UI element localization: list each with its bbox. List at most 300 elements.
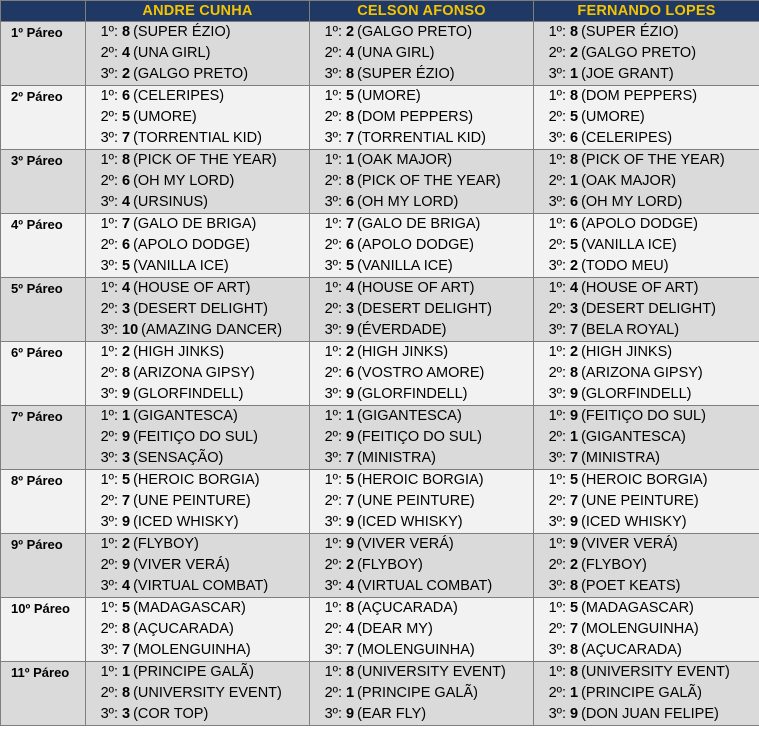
pick-horse-number: 8 (346, 109, 355, 125)
pick-position: 1º: (548, 600, 566, 616)
pick-line (310, 107, 533, 128)
pick-line (534, 384, 759, 405)
pick-line (534, 491, 759, 512)
pick-horse-number: 4 (346, 280, 355, 296)
pick-horse-name: (VIVER VERÁ) (581, 536, 678, 552)
pick-position: 1º: (100, 216, 118, 232)
pick-horse-number: 7 (346, 450, 355, 466)
pick-horse-name: (COR TOP) (133, 706, 209, 722)
pick-horse-name: (HIGH JINKS) (581, 344, 673, 360)
pick-position: 3º: (100, 450, 118, 466)
pick-line (86, 128, 309, 149)
pick-horse-name: (OH MY LORD) (133, 173, 235, 189)
header-corner-cell (1, 1, 86, 22)
pick-position: 2º: (548, 493, 566, 509)
pick-position: 3º: (324, 642, 342, 658)
tipster-pick-cell (86, 662, 310, 726)
pick-line (310, 320, 533, 341)
pick-horse-name: (OAK MAJOR) (581, 173, 677, 189)
pick-horse-number: 8 (346, 664, 355, 680)
pick-line (534, 235, 759, 256)
pick-position: 1º: (324, 216, 342, 232)
pick-horse-name: (DON JUAN FELIPE) (581, 706, 719, 722)
pick-line (86, 171, 309, 192)
pick-position: 3º: (100, 258, 118, 274)
pick-horse-name: (FEITIÇO DO SUL) (133, 429, 258, 445)
pick-horse-name: (HOUSE OF ART) (581, 280, 699, 296)
pick-horse-name: (PICK OF THE YEAR) (357, 173, 501, 189)
pick-horse-name: (ARIZONA GIPSY) (581, 365, 703, 381)
pick-line (86, 22, 309, 43)
pick-line (534, 150, 759, 171)
pick-line (534, 598, 759, 619)
tipster-pick-cell (534, 22, 759, 86)
pick-position: 3º: (548, 450, 566, 466)
pick-horse-number: 9 (346, 322, 355, 338)
pick-line (86, 278, 309, 299)
pick-position: 3º: (548, 706, 566, 722)
pick-horse-name: (GIGANTESCA) (133, 408, 238, 424)
pick-line (86, 86, 309, 107)
pick-horse-number: 9 (122, 429, 131, 445)
pick-horse-name: (TODO MEU) (581, 258, 669, 274)
pick-line (534, 662, 759, 683)
pick-position: 1º: (548, 216, 566, 232)
pick-line (86, 534, 309, 555)
tipster-pick-cell (86, 534, 310, 598)
pick-horse-number: 5 (346, 88, 355, 104)
pick-horse-name: (MADAGASCAR) (581, 600, 694, 616)
pick-horse-number: 2 (570, 557, 579, 573)
pick-position: 2º: (548, 365, 566, 381)
pick-position: 2º: (324, 685, 342, 701)
pick-position: 2º: (100, 173, 118, 189)
pick-line (310, 64, 533, 85)
pick-horse-name: (UNA GIRL) (133, 45, 211, 61)
pick-horse-name: (GALO DE BRIGA) (133, 216, 257, 232)
pick-line (86, 320, 309, 341)
tipster-pick-cell (86, 598, 310, 662)
pick-position: 2º: (100, 109, 118, 125)
pick-line (534, 683, 759, 704)
pick-horse-number: 1 (570, 66, 579, 82)
tipster-pick-cell (534, 150, 759, 214)
pick-line (534, 619, 759, 640)
pick-horse-number: 6 (346, 194, 355, 210)
pick-horse-number: 9 (570, 706, 579, 722)
pick-horse-number: 7 (122, 493, 131, 509)
pick-line (86, 235, 309, 256)
race-label: 7º Páreo (1, 406, 86, 470)
pick-line (310, 534, 533, 555)
pick-position: 1º: (100, 152, 118, 168)
pick-line (534, 427, 759, 448)
pick-line (534, 107, 759, 128)
tipster-pick-cell (534, 662, 759, 726)
pick-line (310, 448, 533, 469)
pick-line (86, 299, 309, 320)
pick-position: 3º: (100, 706, 118, 722)
pick-position: 3º: (548, 578, 566, 594)
pick-line (86, 150, 309, 171)
pick-position: 3º: (100, 514, 118, 530)
pick-line (86, 107, 309, 128)
pick-horse-number: 9 (570, 514, 579, 530)
pick-position: 1º: (548, 472, 566, 488)
race-label: 9º Páreo (1, 534, 86, 598)
race-label: 5º Páreo (1, 278, 86, 342)
pick-horse-number: 6 (570, 194, 579, 210)
pick-position: 2º: (324, 557, 342, 573)
pick-line (534, 406, 759, 427)
pick-horse-number: 9 (346, 706, 355, 722)
pick-horse-number: 5 (570, 109, 579, 125)
pick-horse-number: 4 (346, 621, 355, 637)
tipster-pick-cell (310, 662, 534, 726)
pick-line (310, 384, 533, 405)
tipster-pick-cell (86, 406, 310, 470)
pick-horse-name: (APOLO DODGE) (581, 216, 698, 232)
pick-horse-number: 8 (346, 66, 355, 82)
pick-horse-number: 6 (570, 130, 579, 146)
pick-horse-number: 7 (346, 130, 355, 146)
pick-position: 1º: (324, 600, 342, 616)
pick-horse-number: 9 (122, 514, 131, 530)
pick-horse-number: 1 (122, 664, 131, 680)
pick-line (86, 619, 309, 640)
pick-position: 2º: (548, 621, 566, 637)
pick-horse-number: 8 (122, 24, 131, 40)
tipster-pick-cell (534, 598, 759, 662)
pick-position: 1º: (548, 664, 566, 680)
tipster-pick-cell (86, 150, 310, 214)
pick-horse-name: (HEROIC BORGIA) (581, 472, 708, 488)
pick-line (534, 43, 759, 64)
pick-line (310, 427, 533, 448)
pick-horse-number: 8 (122, 365, 131, 381)
pick-horse-name: (AÇUCARADA) (581, 642, 682, 658)
pick-horse-number: 7 (570, 450, 579, 466)
pick-position: 3º: (100, 66, 118, 82)
pick-position: 1º: (548, 344, 566, 360)
pick-position: 2º: (100, 237, 118, 253)
pick-line (310, 662, 533, 683)
pick-line (310, 704, 533, 725)
pick-horse-name: (MINISTRA) (357, 450, 437, 466)
pick-position: 2º: (324, 45, 342, 61)
pick-horse-number: 8 (346, 600, 355, 616)
pick-horse-name: (MOLENGUINHA) (357, 642, 475, 658)
tipster-pick-cell (86, 22, 310, 86)
pick-position: 3º: (100, 578, 118, 594)
pick-position: 2º: (548, 173, 566, 189)
pick-horse-name: (GLORFINDELL) (357, 386, 468, 402)
pick-horse-number: 2 (122, 344, 131, 360)
pick-line (310, 43, 533, 64)
pick-horse-name: (PRINCIPE GALÃ) (133, 664, 254, 680)
pick-horse-number: 5 (122, 472, 131, 488)
pick-position: 2º: (548, 301, 566, 317)
pick-line (534, 342, 759, 363)
pick-line (310, 171, 533, 192)
pick-position: 3º: (548, 514, 566, 530)
race-row (1, 470, 759, 534)
pick-horse-name: (URSINUS) (133, 194, 208, 210)
pick-line (86, 662, 309, 683)
pick-horse-name: (PICK OF THE YEAR) (133, 152, 277, 168)
pick-horse-number: 6 (570, 216, 579, 232)
pick-line (86, 555, 309, 576)
pick-position: 1º: (100, 408, 118, 424)
race-label: 11º Páreo (1, 662, 86, 726)
pick-horse-name: (AÇUCARADA) (357, 600, 458, 616)
pick-position: 1º: (548, 152, 566, 168)
pick-horse-name: (GLORFINDELL) (133, 386, 244, 402)
pick-horse-number: 5 (346, 258, 355, 274)
pick-line (86, 640, 309, 661)
pick-line (86, 256, 309, 277)
pick-horse-number: 6 (122, 173, 131, 189)
pick-position: 2º: (324, 109, 342, 125)
pick-position: 1º: (100, 24, 118, 40)
tipster-pick-cell (86, 342, 310, 406)
pick-horse-number: 7 (570, 322, 579, 338)
pick-position: 2º: (324, 173, 342, 189)
pick-position: 3º: (548, 258, 566, 274)
pick-position: 1º: (548, 536, 566, 552)
pick-horse-name: (ÉVERDADE) (357, 322, 447, 338)
pick-horse-name: (HIGH JINKS) (357, 344, 449, 360)
pick-line (534, 448, 759, 469)
pick-horse-number: 3 (122, 301, 131, 317)
pick-line (86, 64, 309, 85)
pick-horse-number: 9 (346, 514, 355, 530)
pick-horse-name: (ARIZONA GIPSY) (133, 365, 255, 381)
pick-horse-number: 2 (346, 24, 355, 40)
pick-horse-number: 1 (346, 408, 355, 424)
pick-horse-name: (TORRENTIAL KID) (133, 130, 262, 146)
pick-horse-number: 3 (346, 301, 355, 317)
pick-position: 3º: (100, 642, 118, 658)
pick-position: 1º: (100, 280, 118, 296)
pick-horse-name: (GALGO PRETO) (581, 45, 697, 61)
pick-horse-number: 9 (346, 536, 355, 552)
pick-line (534, 171, 759, 192)
pick-horse-number: 5 (122, 258, 131, 274)
pick-line (310, 619, 533, 640)
pick-position: 2º: (548, 685, 566, 701)
pick-horse-name: (HOUSE OF ART) (133, 280, 251, 296)
pick-line (534, 534, 759, 555)
pick-horse-name: (POET KEATS) (581, 578, 681, 594)
pick-horse-name: (UNA GIRL) (357, 45, 435, 61)
pick-position: 3º: (324, 130, 342, 146)
pick-position: 2º: (324, 429, 342, 445)
pick-horse-name: (VIVER VERÁ) (133, 557, 230, 573)
pick-horse-number: 8 (570, 365, 579, 381)
pick-line (534, 470, 759, 491)
pick-position: 2º: (324, 621, 342, 637)
pick-horse-name: (GLORFINDELL) (581, 386, 692, 402)
pick-line (534, 704, 759, 725)
race-row (1, 214, 759, 278)
pick-horse-name: (PRINCIPE GALÃ) (581, 685, 702, 701)
pick-horse-number: 8 (570, 88, 579, 104)
pick-line (534, 22, 759, 43)
pick-line (310, 406, 533, 427)
pick-horse-name: (FLYBOY) (133, 536, 199, 552)
pick-position: 1º: (324, 536, 342, 552)
tipster-pick-cell (310, 22, 534, 86)
pick-position: 1º: (100, 88, 118, 104)
tipster-pick-cell (86, 86, 310, 150)
pick-horse-name: (UNIVERSITY EVENT) (581, 664, 730, 680)
tipster-header: ANDRE CUNHA (86, 1, 310, 22)
pick-line (86, 598, 309, 619)
tipster-pick-cell (86, 214, 310, 278)
pick-horse-number: 2 (346, 557, 355, 573)
pick-position: 3º: (548, 130, 566, 146)
tipster-pick-cell (310, 214, 534, 278)
pick-line (534, 320, 759, 341)
pick-horse-number: 8 (570, 664, 579, 680)
pick-position: 1º: (100, 344, 118, 360)
pick-horse-name: (SUPER ÉZIO) (581, 24, 679, 40)
pick-position: 3º: (548, 386, 566, 402)
race-row (1, 150, 759, 214)
tipster-pick-cell (310, 150, 534, 214)
pick-position: 1º: (548, 280, 566, 296)
pick-horse-number: 9 (570, 536, 579, 552)
pick-horse-name: (UNE PEINTURE) (133, 493, 251, 509)
pick-position: 3º: (324, 386, 342, 402)
pick-position: 2º: (324, 237, 342, 253)
pick-horse-number: 5 (122, 600, 131, 616)
tipster-header: CELSON AFONSO (310, 1, 534, 22)
pick-horse-number: 7 (346, 493, 355, 509)
pick-position: 2º: (100, 45, 118, 61)
pick-position: 3º: (548, 322, 566, 338)
pick-horse-name: (JOE GRANT) (581, 66, 674, 82)
pick-position: 2º: (548, 557, 566, 573)
pick-horse-name: (DESERT DELIGHT) (357, 301, 492, 317)
pick-horse-name: (UMORE) (133, 109, 197, 125)
pick-horse-number: 6 (346, 365, 355, 381)
pick-horse-number: 2 (570, 344, 579, 360)
race-label: 1º Páreo (1, 22, 86, 86)
pick-line (86, 448, 309, 469)
pick-line (310, 491, 533, 512)
pick-line (86, 406, 309, 427)
pick-horse-number: 4 (122, 194, 131, 210)
pick-position: 3º: (324, 450, 342, 466)
races-body (1, 22, 759, 726)
tipster-pick-cell (534, 406, 759, 470)
pick-line (534, 299, 759, 320)
pick-horse-number: 5 (346, 472, 355, 488)
pick-horse-name: (ICED WHISKY) (581, 514, 687, 530)
pick-position: 1º: (324, 344, 342, 360)
pick-horse-name: (ICED WHISKY) (357, 514, 463, 530)
pick-line (86, 363, 309, 384)
pick-horse-number: 8 (570, 152, 579, 168)
pick-horse-number: 1 (346, 152, 355, 168)
tipster-pick-cell (310, 534, 534, 598)
pick-position: 2º: (324, 301, 342, 317)
pick-line (310, 555, 533, 576)
pick-position: 3º: (548, 194, 566, 210)
pick-horse-number: 9 (570, 386, 579, 402)
pick-line (310, 235, 533, 256)
pick-line (534, 214, 759, 235)
pick-horse-name: (DOM PEPPERS) (357, 109, 474, 125)
pick-line (310, 576, 533, 597)
pick-horse-name: (ICED WHISKY) (133, 514, 239, 530)
pick-horse-name: (DESERT DELIGHT) (581, 301, 716, 317)
race-row (1, 534, 759, 598)
pick-horse-name: (UNIVERSITY EVENT) (357, 664, 506, 680)
pick-position: 3º: (548, 642, 566, 658)
pick-horse-name: (DOM PEPPERS) (581, 88, 698, 104)
pick-horse-number: 6 (122, 237, 131, 253)
pick-line (534, 64, 759, 85)
pick-horse-number: 10 (122, 322, 139, 338)
pick-horse-number: 8 (346, 173, 355, 189)
pick-horse-name: (PICK OF THE YEAR) (581, 152, 725, 168)
header-row (1, 1, 759, 22)
pick-line (310, 299, 533, 320)
pick-position: 3º: (100, 386, 118, 402)
pick-horse-name: (APOLO DODGE) (133, 237, 250, 253)
race-label: 4º Páreo (1, 214, 86, 278)
pick-line (310, 22, 533, 43)
tipster-pick-cell (534, 534, 759, 598)
pick-position: 2º: (100, 557, 118, 573)
pick-horse-number: 1 (122, 408, 131, 424)
pick-horse-number: 5 (570, 237, 579, 253)
pick-horse-number: 2 (570, 258, 579, 274)
pick-horse-number: 8 (570, 642, 579, 658)
pick-position: 3º: (100, 322, 118, 338)
race-row (1, 22, 759, 86)
pick-horse-name: (DESERT DELIGHT) (133, 301, 268, 317)
pick-horse-name: (HIGH JINKS) (133, 344, 225, 360)
pick-horse-name: (EAR FLY) (357, 706, 427, 722)
pick-horse-name: (MOLENGUINHA) (581, 621, 699, 637)
pick-line (534, 256, 759, 277)
pick-position: 2º: (324, 365, 342, 381)
pick-line (534, 640, 759, 661)
pick-position: 3º: (324, 578, 342, 594)
pick-position: 1º: (100, 536, 118, 552)
pick-horse-name: (VANILLA ICE) (133, 258, 229, 274)
pick-position: 3º: (548, 66, 566, 82)
pick-horse-number: 2 (122, 66, 131, 82)
pick-horse-number: 4 (122, 280, 131, 296)
pick-horse-number: 7 (346, 216, 355, 232)
pick-horse-name: (OH MY LORD) (357, 194, 459, 210)
pick-line (534, 555, 759, 576)
race-label: 8º Páreo (1, 470, 86, 534)
pick-horse-name: (GALGO PRETO) (133, 66, 249, 82)
pick-position: 3º: (324, 194, 342, 210)
pick-horse-name: (VIRTUAL COMBAT) (133, 578, 269, 594)
tipster-pick-cell (534, 342, 759, 406)
pick-horse-number: 3 (570, 301, 579, 317)
pick-horse-number: 9 (570, 408, 579, 424)
pick-position: 2º: (100, 685, 118, 701)
pick-horse-number: 8 (570, 24, 579, 40)
